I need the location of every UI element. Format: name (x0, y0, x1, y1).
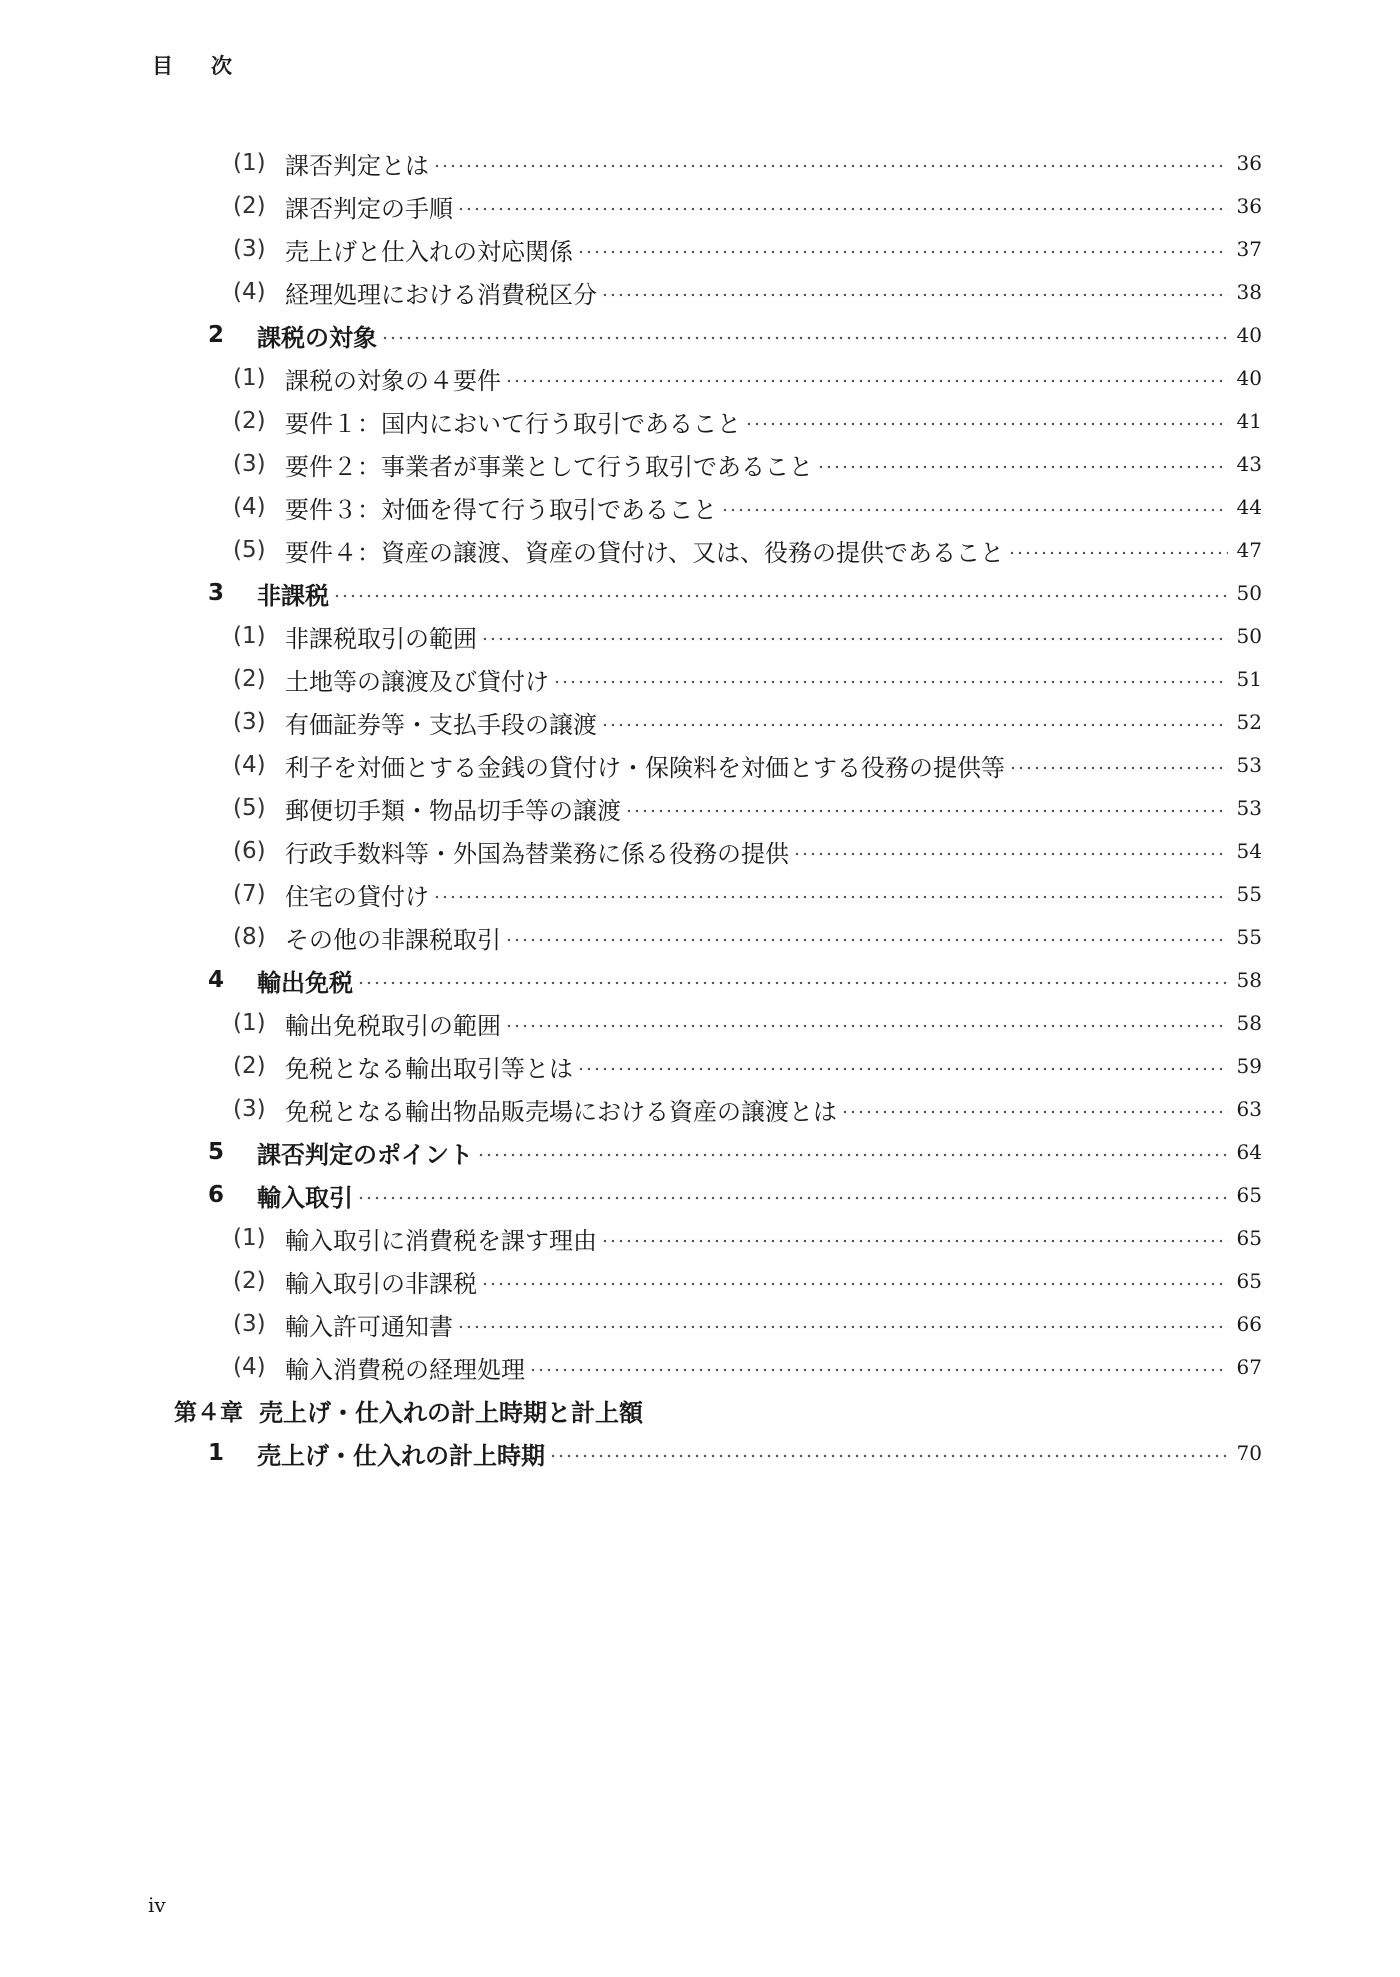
dot-leader (505, 1024, 1228, 1028)
toc-title: 課否判定のポイント (257, 1140, 473, 1169)
toc-item (0, 745, 1400, 785)
dot-leader (505, 938, 1228, 942)
toc-title: 輸入許可通知書 (285, 1312, 453, 1341)
toc-number: (2) (233, 666, 266, 692)
toc-number: (5) (233, 537, 266, 563)
page-header-title: 目次 (152, 54, 270, 78)
dot-leader (481, 1282, 1228, 1286)
toc-title: 非課税取引の範囲 (285, 624, 477, 653)
dot-leader (381, 336, 1228, 340)
toc-page-number: 44 (1236, 495, 1262, 519)
toc-item (0, 487, 1400, 527)
toc-number: (1) (233, 365, 266, 391)
toc-page-number: 38 (1236, 280, 1262, 304)
dot-leader (433, 164, 1228, 168)
toc-page-number: 47 (1236, 538, 1262, 562)
toc-item (0, 1003, 1400, 1043)
dot-leader (841, 1110, 1228, 1114)
dot-leader (357, 1196, 1228, 1200)
dot-leader (721, 508, 1228, 512)
toc-number: (7) (233, 881, 266, 907)
toc-item (0, 874, 1400, 914)
toc-title: 輸入取引の非課税 (285, 1269, 477, 1298)
dot-leader (601, 723, 1228, 727)
toc-title: 免税となる輸出物品販売場における資産の譲渡とは (285, 1097, 837, 1126)
toc-page-number: 41 (1236, 409, 1262, 433)
toc-number: (5) (233, 795, 266, 821)
dot-leader (1008, 551, 1228, 555)
toc-title: 売上げ・仕入れの計上時期 (257, 1441, 545, 1470)
toc-section (0, 573, 1400, 613)
toc-number: 4 (208, 967, 225, 993)
toc-item (0, 1261, 1400, 1301)
dot-leader (745, 422, 1228, 426)
dot-leader (577, 250, 1228, 254)
toc-number: (2) (233, 193, 266, 219)
toc-page-number: 40 (1236, 366, 1262, 390)
toc-number: (1) (233, 1010, 266, 1036)
toc-page-number: 66 (1236, 1312, 1262, 1336)
toc-number: 第４章 (174, 1399, 243, 1426)
toc-title: 非課税 (257, 581, 329, 610)
toc-item (0, 186, 1400, 226)
toc-number: 6 (208, 1182, 225, 1208)
toc-item (0, 272, 1400, 312)
toc-title: 有価証券等・支払手段の譲渡 (285, 710, 597, 739)
toc-item (0, 1046, 1400, 1086)
dot-leader (457, 1325, 1228, 1329)
toc-number: (2) (233, 408, 266, 434)
toc-number: 2 (208, 322, 225, 348)
toc-number: 3 (208, 580, 225, 606)
toc-number: (8) (233, 924, 266, 950)
toc-page-number: 50 (1236, 624, 1262, 648)
toc-number: (4) (233, 279, 266, 305)
toc-number: (1) (233, 1225, 266, 1251)
toc-item (0, 702, 1400, 742)
toc-title: 利子を対価とする金銭の貸付け・保険料を対価とする役務の提供等 (285, 753, 1005, 782)
toc-page-number: 51 (1236, 667, 1262, 691)
toc-item (0, 616, 1400, 656)
toc-title: 輸出免税取引の範囲 (285, 1011, 501, 1040)
dot-leader (793, 852, 1228, 856)
toc-page-number: 55 (1236, 882, 1262, 906)
toc-title: 売上げ・仕入れの計上時期と計上額 (259, 1398, 643, 1427)
toc-page-number: 58 (1236, 1011, 1262, 1035)
toc-page-number: 54 (1236, 839, 1262, 863)
toc-title: 要件１：国内において行う取引であること (285, 409, 741, 438)
toc-number: (3) (233, 709, 266, 735)
toc-number: (4) (233, 1354, 266, 1380)
page-number: iv (148, 1893, 166, 1917)
dot-leader (601, 1239, 1228, 1243)
toc-item (0, 229, 1400, 269)
dot-leader (333, 594, 1228, 598)
toc-number: (2) (233, 1268, 266, 1294)
toc-page-number: 40 (1236, 323, 1262, 347)
toc-item (0, 1089, 1400, 1129)
toc-title: 住宅の貸付け (285, 882, 429, 911)
toc-number: (4) (233, 494, 266, 520)
toc-item (0, 401, 1400, 441)
dot-leader (601, 293, 1228, 297)
toc-section (0, 315, 1400, 355)
toc-page-number: 52 (1236, 710, 1262, 734)
dot-leader (577, 1067, 1228, 1071)
dot-leader (549, 1454, 1228, 1458)
toc-title: 輸入取引 (257, 1183, 353, 1212)
toc-title: 要件４：資産の譲渡、資産の貸付け、又は、役務の提供であること (285, 538, 1005, 567)
dot-leader (553, 680, 1228, 684)
toc-number: (2) (233, 1053, 266, 1079)
dot-leader (1009, 766, 1228, 770)
toc-number: (1) (233, 150, 266, 176)
toc-page-number: 58 (1236, 968, 1262, 992)
toc-item (0, 444, 1400, 484)
dot-leader (817, 465, 1228, 469)
toc-page-number: 65 (1236, 1183, 1262, 1207)
toc-item (0, 1218, 1400, 1258)
dot-leader (505, 379, 1228, 383)
toc-page-number: 64 (1236, 1140, 1262, 1164)
toc-title: 行政手数料等・外国為替業務に係る役務の提供 (285, 839, 789, 868)
toc-page-number: 53 (1236, 796, 1262, 820)
toc-number: (1) (233, 623, 266, 649)
toc-number: (6) (233, 838, 266, 864)
toc-page-number: 63 (1236, 1097, 1262, 1121)
toc-page-number: 67 (1236, 1355, 1262, 1379)
toc-item (0, 917, 1400, 957)
toc-title: 要件２：事業者が事業として行う取引であること (285, 452, 813, 481)
toc-section (0, 1132, 1400, 1172)
toc-page-number: 59 (1236, 1054, 1262, 1078)
dot-leader (529, 1368, 1228, 1372)
toc-item (0, 143, 1400, 183)
toc-page-number: 37 (1236, 237, 1262, 261)
toc-page-number: 50 (1236, 581, 1262, 605)
toc-page-number: 70 (1236, 1441, 1262, 1465)
toc-title: 経理処理における消費税区分 (285, 280, 597, 309)
toc-number: (3) (233, 451, 266, 477)
toc-title: 免税となる輸出取引等とは (285, 1054, 573, 1083)
dot-leader (457, 207, 1228, 211)
toc-page-number: 36 (1236, 151, 1262, 175)
toc-title: 輸出免税 (257, 968, 353, 997)
toc-number: (3) (233, 236, 266, 262)
toc-item (0, 659, 1400, 699)
dot-leader (481, 637, 1228, 641)
toc-title: 課否判定とは (285, 151, 429, 180)
toc-page-number: 43 (1236, 452, 1262, 476)
toc-title: 輸入取引に消費税を課す理由 (285, 1226, 597, 1255)
dot-leader (625, 809, 1228, 813)
toc-title: 課否判定の手順 (285, 194, 453, 223)
toc-section (0, 960, 1400, 1000)
toc-title: 輸入消費税の経理処理 (285, 1355, 525, 1384)
toc-item (0, 831, 1400, 871)
toc-number: 5 (208, 1139, 225, 1165)
toc-title: 課税の対象の４要件 (285, 366, 501, 395)
dot-leader (357, 981, 1228, 985)
toc-section (0, 1175, 1400, 1215)
toc-section (0, 1433, 1400, 1473)
toc-item (0, 1347, 1400, 1387)
toc-title: 売上げと仕入れの対応関係 (285, 237, 573, 266)
toc-page-number: 65 (1236, 1269, 1262, 1293)
toc-number: (3) (233, 1311, 266, 1337)
toc-chapter (0, 1390, 1400, 1430)
toc-page-number: 55 (1236, 925, 1262, 949)
toc-title: 要件３：対価を得て行う取引であること (285, 495, 717, 524)
toc-title: その他の非課税取引 (285, 925, 501, 954)
toc-page-number: 36 (1236, 194, 1262, 218)
toc-number: 1 (208, 1440, 225, 1466)
toc-page-number: 53 (1236, 753, 1262, 777)
toc-item (0, 788, 1400, 828)
toc-number: (3) (233, 1096, 266, 1122)
toc-page-number: 65 (1236, 1226, 1262, 1250)
toc-item (0, 530, 1400, 570)
toc-title: 土地等の譲渡及び貸付け (285, 667, 549, 696)
dot-leader (477, 1153, 1228, 1157)
dot-leader (433, 895, 1228, 899)
toc-item (0, 1304, 1400, 1344)
toc-title: 郵便切手類・物品切手等の譲渡 (285, 796, 621, 825)
toc-number: (4) (233, 752, 266, 778)
toc-item (0, 358, 1400, 398)
toc-title: 課税の対象 (257, 323, 377, 352)
